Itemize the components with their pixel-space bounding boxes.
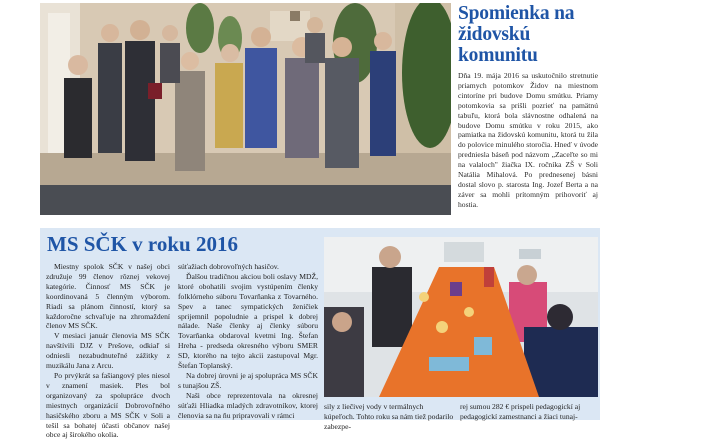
paragraph: Ďalšou tradičnou akciou boli oslavy MDŽ, ktoré obohatili svojim vystúpením členky folklórneho súboru Tovarňanka z Tovarného. Spev a tanec sympatických ženičiek sprijemnil popoludnie a prispel k dobrej nálade. Naše členky aj členky súboru Tovarňanka obdaroval kvetmi Ing. Štefan Hreha - predseda okresného výboru SMER SD, ktorého na tejto akcii zastupoval Mgr. Štefan Toplanský. <box>178 271 318 371</box>
article-column-2 <box>178 262 318 421</box>
paragraph: Po prvýkrát sa fašiangový ples niesol v znamení masiek. Ples bol organizovaný za spolupráce dvoch miestnych organizácií Dobrovoľného hasičského zboru a MS SČK v Soli a tešil sa bohatej účasti občanov našej obce aj širokého okolia. <box>46 370 170 440</box>
memorial-article <box>458 3 598 217</box>
paragraph: Na dobrej úrovni je aj spolupráca MS SČK s tunajšou ZŠ. <box>178 370 318 390</box>
memorial-article-title: Spomienka na židovskú komunitu <box>458 3 575 66</box>
paragraph: súťažiach dobrovoľných hasičov. <box>178 262 279 271</box>
activity-photo <box>324 237 598 397</box>
paragraph: V mesiaci január členovia MS SČK navštívili DJZ v Prešove, odkiaľ si odniesli nezabudnuteľné zážitky z muzikálu Jana z Arcu. <box>46 331 170 371</box>
caption-fragment-left: sily z liečivej vody v termálnych kúpeľoch. Tohto roku sa nám tiež podarilo zabezpe- <box>324 402 454 431</box>
caption-fragment-right: rej sumou 282 € prispeli pedagogickí aj pedagogickí zamestnanci a žiaci tunaj- <box>460 402 581 421</box>
memorial-article-body: Dňa 19. mája 2016 sa uskutočnilo stretnutie priamych potomkov Židov na miestnom cintoríne pri budove Domu smútku. Priamy potomkovia sa prišli pozrieť na pamätnú tabuľu, ktorá bola slávnostne odhalená na budove Domu smútku v roku 2015, ako pamiatka na židovskú komunitu, ktorá tu žila do polovice minulého storočia. Hneď v úvode predniesla báseň pod názvom „Zaceľte so mi na valaloch" žiačka IX. ročníka ZŠ v Soli Natália Mihalová. Po prednesenej básni dostal slovo p. starosta Ing. Jozef Berta a na záver sa mohli prítomným prihovoriť aj hostia. <box>458 71 598 209</box>
ms-sck-title: MS SČK v roku 2016 <box>47 232 238 256</box>
paragraph: Miestny spolok SČK v našej obci združuje 99 členov rôznej vekovej kategórie. Činnosť MS SČK je koordinovaná 5 členným výborom. Riadi sa plánom činností, ktorý sa každoročne schvaľuje na zhromaždení členov MS SČK. <box>46 262 170 331</box>
group-photo <box>40 3 451 215</box>
paragraph: Naši obce reprezentovala na okresnej súťaži Hliadka mladých zdravotníkov, ktorej členovia sa na ňu pripravovali v rámci <box>178 390 318 420</box>
article-column-1 <box>46 262 170 440</box>
